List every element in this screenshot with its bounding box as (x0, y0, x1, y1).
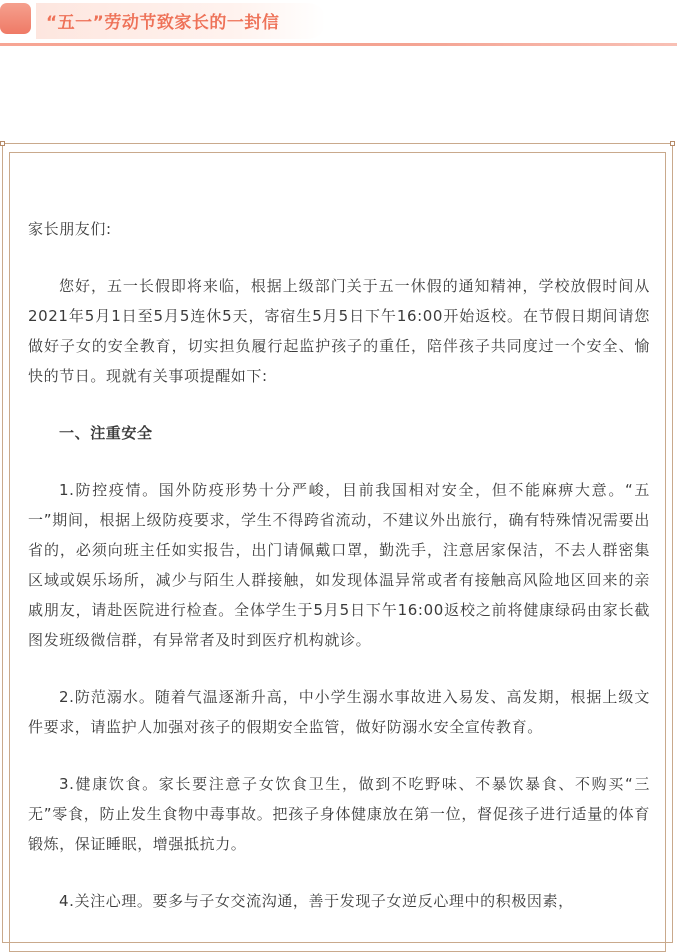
title-underline (0, 43, 677, 46)
frame-corner-ornament (670, 141, 675, 146)
title-accent-square (0, 3, 31, 34)
safety-item-drowning: 2.防范溺水。随着气温逐渐升高，中小学生溺水事故进入易发、高发期，根据上级文件要求，请监护人加强对孩子的假期安全监管，做好防溺水安全宣传教育。 (28, 688, 650, 736)
letter-body (28, 214, 650, 943)
letter-greeting: 家长朋友们: (28, 220, 112, 238)
letter-intro-paragraph: 您好，五一长假即将来临，根据上级部门关于五一休假的通知精神，学校放假时间从2021年5月1日至5月5连休5天，寄宿生5月5日下午16:00开始返校。在节假日期间请您做好子女的安全教育，切实担负履行起监护孩子的重任，陪伴孩子共同度过一个安全、愉快的节日。现就有关事项提醒如下: (28, 277, 650, 385)
safety-item-diet: 3.健康饮食。家长要注意子女饮食卫生，做到不吃野味、不暴饮暴食、不购买“三无”零食，防止发生食物中毒事故。把孩子身体健康放在第一位，督促孩子进行适量的体育锻炼，保证睡眠，增强抵抗力。 (28, 775, 650, 853)
frame-corner-ornament (0, 141, 5, 146)
section-heading-safety: 一、注重安全 (59, 424, 153, 442)
safety-item-epidemic: 1.防控疫情。国外防疫形势十分严峻，目前我国相对安全，但不能麻痹大意。“五一”期间，根据上级防疫要求，学生不得跨省流动，不建议外出旅行，确有特殊情况需要出省的，必须向班主任如实报告，出门请佩戴口罩，勤洗手，注意居家保洁，不去人群密集区域或娱乐场所，减少与陌生人群接触，如发现体温异常或者有接触高风险地区回来的亲戚朋友，请赴医院进行检查。全体学生于5月5日下午16:00返校之前将健康绿码由家长截图发班级微信群，有异常者及时到医疗机构就诊。 (28, 481, 650, 649)
safety-item-psychology: 4.关注心理。要多与子女交流沟通，善于发现子女逆反心理中的积极因素， (59, 892, 574, 910)
article-title-banner (0, 0, 677, 46)
article-title: “五一”劳动节致家长的一封信 (46, 13, 280, 33)
